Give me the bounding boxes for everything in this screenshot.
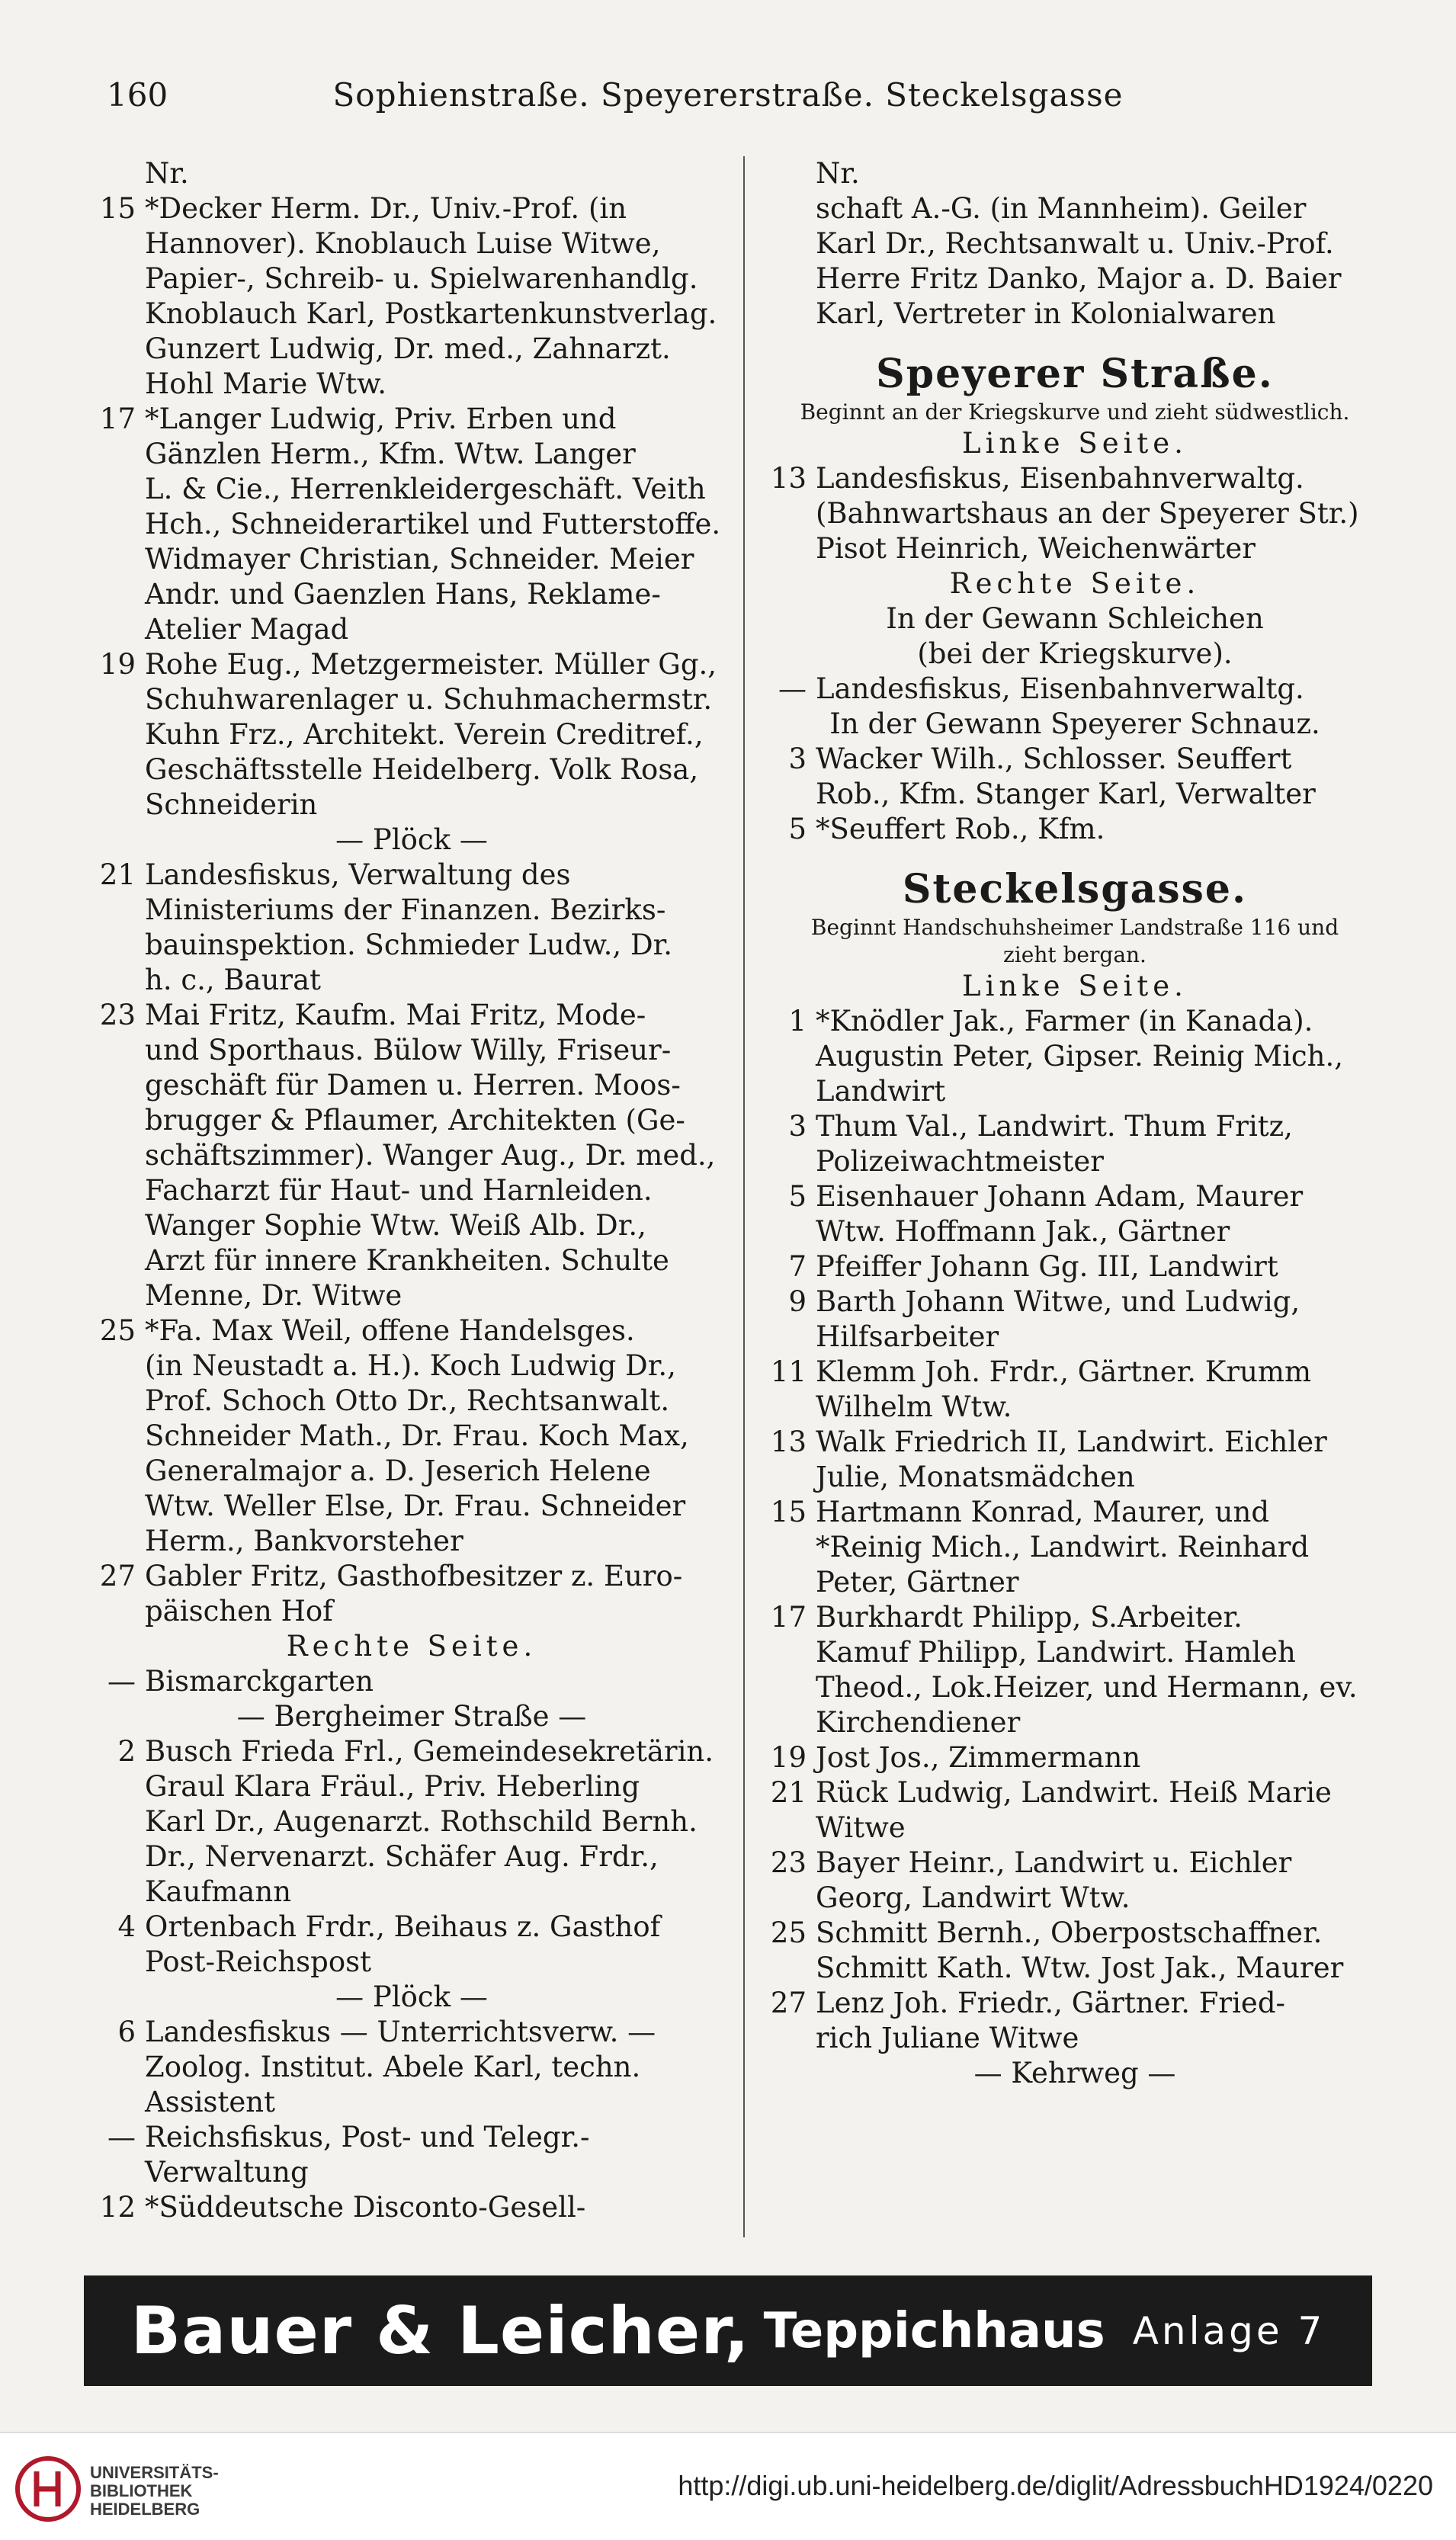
entry-text: Gänzlen Herm., Kfm. Wtw. Langer (145, 438, 636, 470)
viewer-footer (0, 2432, 1456, 2540)
directory-entry-line (91, 858, 732, 893)
house-number: 23 (770, 1846, 807, 1879)
directory-entry-line (762, 1320, 1387, 1355)
entry-text: Julie, Monatsmädchen (816, 1461, 1135, 1493)
entry-text: geschäft für Damen u. Herren. Moos- (145, 1069, 681, 1102)
entry-text: Papier-, Schreib- u. Spielwarenhandlg. (145, 262, 698, 295)
entry-text: Post-Reichspost (145, 1945, 371, 1978)
directory-entry-line (91, 612, 732, 647)
entry-text: Landesfiskus — Unterrichtsverw. — (145, 2016, 656, 2048)
house-number: 27 (770, 1987, 807, 2019)
entry-text: Mai Fritz, Kaufm. Mai Fritz, Mode- (145, 999, 646, 1031)
directory-entry-line (762, 812, 1387, 847)
entry-text: *Reinig Mich., Landwirt. Reinhard (816, 1531, 1310, 1563)
entry-text: brugger & Pflaumer, Architekten (Ge- (145, 1104, 685, 1137)
directory-entry-line (91, 2190, 732, 2225)
directory-entry-line (91, 472, 732, 507)
directory-entry-line (91, 1945, 732, 1980)
entry-text: Schneider Math., Dr. Frau. Koch Max, (145, 1419, 689, 1452)
entry-text: Arzt für innere Krankheiten. Schulte (145, 1244, 669, 1277)
entry-text: Schmitt Kath. Wtw. Jost Jak., Maurer (816, 1952, 1344, 1984)
directory-entry-line (91, 437, 732, 472)
directory-entry-line (762, 1951, 1387, 1986)
street-side-label: Linke Seite. (962, 427, 1188, 460)
house-number: 5 (788, 813, 807, 845)
entry-text: Barth Johann Witwe, und Ludwig, (816, 1285, 1300, 1318)
directory-entry-line (91, 1839, 732, 1875)
directory-entry-line (762, 1740, 1387, 1775)
entry-text: Eisenhauer Johann Adam, Maurer (816, 1180, 1304, 1213)
directory-entry-line (762, 1390, 1387, 1425)
entry-text: Schuhwarenlager u. Schuhmachermstr. (145, 683, 713, 716)
entry-text: Hch., Schneiderartikel und Futterstoffe. (145, 508, 721, 540)
directory-entry-line (762, 1144, 1387, 1179)
directory-entry-line (91, 1138, 732, 1173)
entry-text: *Knödler Jak., Farmer (in Kanada). (816, 1005, 1313, 1037)
library-name (90, 2464, 219, 2519)
street-side-label: Rechte Seite. (949, 567, 1201, 600)
left-column (91, 156, 732, 2225)
directory-entry-line (91, 1559, 732, 1594)
street-description: Beginnt Handschuhsheimer Landstraße 116 und (810, 915, 1339, 940)
entry-text: Schmitt Bernh., Oberpostschaffner. (816, 1916, 1323, 1949)
directory-entry-line (91, 1980, 732, 2015)
entry-text: Herre Fritz Danko, Major a. D. Baier (816, 262, 1342, 295)
directory-entry-line (91, 297, 732, 332)
house-number: 19 (99, 648, 136, 681)
directory-entry-line (762, 1565, 1387, 1600)
directory-entry-line (762, 1425, 1387, 1460)
house-number: 13 (770, 462, 807, 495)
entry-text: Assistent (145, 2086, 275, 2118)
entry-text: Wilhelm Wtw. (816, 1390, 1012, 1423)
directory-entry-line (91, 823, 732, 858)
entry-text: Hartmann Konrad, Maurer, und (816, 1496, 1269, 1528)
entry-text: h. c., Baurat (145, 964, 322, 996)
directory-entry-line (762, 1179, 1387, 1214)
advertisement-banner (84, 2275, 1372, 2386)
entry-text: Polizeiwachtmeister (816, 1145, 1104, 1178)
entry-text: Wanger Sophie Wtw. Weiß Alb. Dr., (145, 1209, 646, 1242)
entry-text: Rohe Eug., Metzgermeister. Müller Gg., (145, 648, 717, 681)
entry-text: Ortenbach Frdr., Beihaus z. Gasthof (145, 1910, 661, 1943)
directory-entry-line (91, 2120, 732, 2155)
entry-text: schäftszimmer). Wanger Aug., Dr. med., (145, 1139, 716, 1172)
directory-entry-line (91, 1173, 732, 1208)
entry-text: Zoolog. Institut. Abele Karl, techn. (145, 2051, 641, 2083)
entry-text: Rechte Seite. (286, 1630, 537, 1663)
entry-text: Bismarckgarten (145, 1665, 374, 1698)
directory-entry-line (91, 226, 732, 261)
entry-text: Pfeiffer Johann Gg. III, Landwirt (816, 1250, 1278, 1283)
directory-entry-line (91, 261, 732, 297)
house-number: 2 (117, 1735, 136, 1768)
directory-entry-line (762, 1109, 1387, 1144)
directory-entry-line (91, 1594, 732, 1629)
house-number: 5 (788, 1180, 807, 1213)
directory-entry-line (91, 1489, 732, 1524)
entry-text: Jost Jos., Zimmermann (816, 1741, 1141, 1774)
house-number: 9 (788, 1285, 807, 1318)
entry-text: Widmayer Christian, Schneider. Meier (145, 543, 694, 576)
directory-entry-line (91, 402, 732, 437)
entry-text: Facharzt für Haut- und Harnleiden. (145, 1174, 653, 1207)
house-number: 7 (788, 1250, 807, 1283)
entry-text: Ministeriums der Finanzen. Bezirks- (145, 893, 666, 926)
directory-entry-line (762, 1635, 1387, 1670)
directory-entry-line (91, 752, 732, 787)
directory-entry-line (91, 1910, 732, 1945)
entry-text: Nr. (816, 157, 860, 190)
entry-text: Hilfsarbeiter (816, 1320, 999, 1353)
house-number: — (107, 2121, 136, 2154)
entry-text: Theod., Lok.Heizer, und Hermann, ev. (816, 1671, 1358, 1704)
directory-entry-line (762, 496, 1387, 531)
library-name-line-1: UNIVERSITÄTS- (90, 2463, 219, 2482)
directory-entry-line (91, 577, 732, 612)
entry-text: Lenz Joh. Friedr., Gärtner. Fried- (816, 1987, 1286, 2019)
directory-entry-line (91, 191, 732, 226)
directory-entry-line (762, 1600, 1387, 1635)
street-description: Beginnt an der Kriegskurve und zieht südwestlich. (800, 399, 1350, 425)
directory-entry-line (91, 1068, 732, 1103)
directory-entry-line (762, 1284, 1387, 1320)
entry-text: Witwe (816, 1811, 906, 1844)
house-number: 27 (99, 1560, 136, 1592)
house-number: 19 (770, 1741, 807, 1774)
page-number: 160 (107, 76, 168, 114)
directory-entry-line (91, 1769, 732, 1804)
entry-text: Peter, Gärtner (816, 1566, 1019, 1599)
house-number: 11 (770, 1355, 807, 1388)
entry-text: Walk Friedrich II, Landwirt. Eichler (816, 1426, 1327, 1458)
directory-entry-line (762, 226, 1387, 261)
entry-text: Hannover). Knoblauch Luise Witwe, (145, 227, 661, 260)
house-number: 13 (770, 1426, 807, 1458)
ad-address-street: Anlage (1132, 2308, 1283, 2353)
entry-text: — Plöck — (335, 1980, 488, 2013)
directory-entry-line (91, 1349, 732, 1384)
directory-entry-line (762, 1881, 1387, 1916)
directory-entry-line (91, 1524, 732, 1559)
house-number: 12 (99, 2191, 136, 2224)
section-label: In der Gewann Speyerer Schnauz. (829, 707, 1320, 740)
house-number: 6 (117, 2016, 136, 2048)
directory-entry-line (762, 261, 1387, 297)
street-description: zieht bergan. (1003, 942, 1147, 967)
directory-entry-line (91, 1664, 732, 1699)
entry-text: Kirchendiener (816, 1706, 1021, 1739)
directory-entry-line (91, 1278, 732, 1313)
entry-text: Gabler Fritz, Gasthofbesitzer z. Euro- (145, 1560, 683, 1592)
entry-text: und Sporthaus. Bülow Willy, Friseur- (145, 1034, 672, 1066)
directory-entry-line (91, 1103, 732, 1138)
entry-text: L. & Cie., Herrenkleidergeschäft. Veith (145, 473, 706, 505)
directory-entry-line (91, 507, 732, 542)
directory-entry-line (91, 1804, 732, 1839)
page-title: Sophienstraße. Speyererstraße. Steckelsgasse (332, 76, 1124, 114)
house-number: — (778, 672, 807, 705)
directory-entry-line (762, 742, 1387, 777)
entry-text: Landesfiskus, Eisenbahnverwaltg. (816, 462, 1304, 495)
house-number: 15 (99, 192, 136, 225)
entry-text: *Seuffert Rob., Kfm. (816, 813, 1105, 845)
directory-entry-line (91, 1699, 732, 1734)
directory-entry-line (91, 2050, 732, 2085)
house-number: 21 (770, 1776, 807, 1809)
entry-text: Gunzert Ludwig, Dr. med., Zahnarzt. (145, 332, 671, 365)
entry-text: Wtw. Hoffmann Jak., Gärtner (816, 1215, 1230, 1248)
directory-entry-line (762, 1916, 1387, 1951)
ad-address (1133, 2309, 1326, 2353)
entry-text: Karl, Vertreter in Kolonialwaren (816, 297, 1276, 330)
house-number: 25 (770, 1916, 807, 1949)
directory-entry-line (762, 777, 1387, 812)
directory-entry-line (91, 1313, 732, 1349)
directory-entry-line (762, 297, 1387, 332)
directory-entry-line (762, 1039, 1387, 1074)
directory-entry-line (762, 1355, 1387, 1390)
right-column (762, 156, 1387, 2091)
directory-entry-line (91, 1033, 732, 1068)
entry-text: Burkhardt Philipp, S.Arbeiter. (816, 1601, 1243, 1634)
street-side-label: Linke Seite. (962, 970, 1188, 1002)
entry-text: Klemm Joh. Frdr., Gärtner. Krumm (816, 1355, 1312, 1388)
entry-text: Landwirt (816, 1075, 946, 1108)
entry-text: — Bergheimer Straße — (236, 1700, 587, 1733)
directory-entry-line (91, 1734, 732, 1769)
entry-text: Kuhn Frz., Architekt. Verein Creditref., (145, 718, 704, 751)
entry-text: Karl Dr., Rechtsanwalt u. Univ.-Prof. (816, 227, 1334, 260)
library-name-line-2: BIBLIOTHEK (90, 2481, 193, 2500)
house-number: 23 (99, 999, 136, 1031)
directory-entry-line (91, 1875, 732, 1910)
entry-text: Schneiderin (145, 788, 318, 821)
house-number: — (107, 1665, 136, 1698)
directory-entry-line (91, 717, 732, 752)
directory-entry-line (762, 1249, 1387, 1284)
directory-entry-line (91, 2155, 732, 2190)
house-number: 17 (99, 402, 136, 435)
directory-entry-line (91, 647, 732, 682)
house-number: 4 (117, 1910, 136, 1943)
entry-text: Wtw. Weller Else, Dr. Frau. Schneider (145, 1490, 686, 1522)
source-url-link[interactable]: http://digi.ub.uni-heidelberg.de/diglit/AdressbuchHD1924/0220 (678, 2470, 1433, 2501)
entry-text: *Fa. Max Weil, offene Handelsges. (145, 1314, 635, 1347)
entry-text: (in Neustadt a. H.). Koch Ludwig Dr., (145, 1349, 676, 1382)
entry-text: Menne, Dr. Witwe (145, 1279, 402, 1312)
directory-entry-line (91, 1454, 732, 1489)
directory-entry-line (762, 1530, 1387, 1565)
directory-entry-line (91, 998, 732, 1033)
entry-text: Landesfiskus, Eisenbahnverwaltg. (816, 672, 1304, 705)
entry-text: Prof. Schoch Otto Dr., Rechtsanwalt. (145, 1384, 670, 1417)
directory-entry-line (762, 1074, 1387, 1109)
ad-address-number: 7 (1297, 2308, 1326, 2353)
directory-entry-line (762, 461, 1387, 496)
directory-entry-line (762, 1775, 1387, 1810)
entry-text: schaft A.-G. (in Mannheim). Geiler (816, 192, 1307, 225)
entry-text: Augustin Peter, Gipser. Reinig Mich., (816, 1040, 1343, 1073)
directory-entry-line (762, 1214, 1387, 1249)
entry-text: Generalmajor a. D. Jeserich Helene (145, 1454, 651, 1487)
entry-text: Atelier Magad (145, 613, 349, 646)
directory-entry-line (762, 156, 1387, 191)
entry-text: *Langer Ludwig, Priv. Erben und (145, 402, 617, 435)
directory-entry-line (91, 2015, 732, 2050)
entry-text: Reichsfiskus, Post- und Telegr.- (145, 2121, 590, 2154)
entry-text: rich Juliane Witwe (816, 2022, 1079, 2054)
entry-text: (Bahnwartshaus an der Speyerer Str.) (816, 497, 1359, 530)
entry-text: Dr., Nervenarzt. Schäfer Aug. Frdr., (145, 1840, 659, 1873)
ad-company-name: Bauer & Leicher, (130, 2292, 750, 2369)
street-heading: Steckelsgasse. (902, 866, 1248, 912)
directory-entry-line (762, 1004, 1387, 1039)
directory-entry-line (762, 672, 1387, 707)
page-header (107, 76, 1349, 122)
directory-entry-line (91, 1243, 732, 1278)
directory-entry-line (91, 1629, 732, 1664)
entry-text: Andr. und Gaenzlen Hans, Reklame- (145, 578, 661, 611)
section-label: In der Gewann Schleichen (886, 602, 1264, 635)
directory-entry-line (91, 682, 732, 717)
entry-text: Karl Dr., Augenarzt. Rothschild Bernh. (145, 1805, 698, 1838)
directory-entry-line (762, 1846, 1387, 1881)
directory-entry-line (762, 191, 1387, 226)
ad-shop-type: Teppichhaus (763, 2302, 1105, 2359)
directory-entry-line (91, 1384, 732, 1419)
entry-text: Nr. (145, 157, 189, 190)
house-number: 25 (99, 1314, 136, 1347)
street-heading: Speyerer Straße. (876, 351, 1274, 397)
directory-entry-line (762, 2021, 1387, 2056)
directory-entry-line (762, 531, 1387, 566)
entry-text: Bayer Heinr., Landwirt u. Eichler (816, 1846, 1292, 1879)
entry-text: bauinspektion. Schmieder Ludw., Dr. (145, 928, 672, 961)
entry-text: Herm., Bankvorsteher (145, 1525, 463, 1557)
entry-text: Landesfiskus, Verwaltung des (145, 858, 571, 891)
entry-text: *Decker Herm. Dr., Univ.-Prof. (in (145, 192, 627, 225)
directory-entry-line (91, 542, 732, 577)
directory-entry-line (91, 1419, 732, 1454)
directory-entry-line (762, 1705, 1387, 1740)
directory-entry-line (91, 1208, 732, 1243)
entry-text: Kaufmann (145, 1875, 292, 1908)
entry-text: Geschäftsstelle Heidelberg. Volk Rosa, (145, 753, 699, 786)
directory-entry-line (91, 893, 732, 928)
directory-entry-line (91, 156, 732, 191)
entry-text: Verwaltung (145, 2156, 309, 2189)
column-divider (743, 156, 745, 2237)
entry-text: Busch Frieda Frl., Gemeindesekretärin. (145, 1735, 714, 1768)
entry-text: Knoblauch Karl, Postkartenkunstverlag. (145, 297, 717, 330)
directory-entry-line (91, 787, 732, 823)
directory-entry-line (91, 332, 732, 367)
entry-text: Kamuf Philipp, Landwirt. Hamleh (816, 1636, 1296, 1669)
section-label: (bei der Kriegskurve). (917, 637, 1233, 670)
directory-entry-line (91, 928, 732, 963)
directory-entry-line (91, 963, 732, 998)
entry-text: Rob., Kfm. Stanger Karl, Verwalter (816, 778, 1316, 810)
entry-text: päischen Hof (145, 1595, 333, 1628)
house-number: 21 (99, 858, 136, 891)
house-number: 3 (788, 742, 807, 775)
entry-text: — Plöck — (335, 823, 488, 856)
entry-text: Pisot Heinrich, Weichenwärter (816, 532, 1256, 565)
entry-text: Rück Ludwig, Landwirt. Heiß Marie (816, 1776, 1332, 1809)
directory-entry-line (91, 2085, 732, 2120)
entry-text: Thum Val., Landwirt. Thum Fritz, (816, 1110, 1293, 1143)
house-number: 3 (788, 1110, 807, 1143)
directory-entry-line (762, 1670, 1387, 1705)
entry-text: Graul Klara Fräul., Priv. Heberling (145, 1770, 640, 1803)
entry-text: Hohl Marie Wtw. (145, 367, 387, 400)
house-number: 17 (770, 1601, 807, 1634)
directory-entry-line (762, 1810, 1387, 1846)
university-library-logo-icon (14, 2455, 82, 2523)
house-number: 1 (788, 1005, 807, 1037)
library-name-line-3: HEIDELBERG (90, 2500, 200, 2519)
section-label: — Kehrweg — (973, 2057, 1176, 2089)
entry-text: Wacker Wilh., Schlosser. Seuffert (816, 742, 1292, 775)
directory-entry-line (762, 1495, 1387, 1530)
entry-text: *Süddeutsche Disconto-Gesell- (145, 2191, 586, 2224)
house-number: 15 (770, 1496, 807, 1528)
directory-entry-line (762, 1460, 1387, 1495)
directory-entry-line (762, 1986, 1387, 2021)
directory-entry-line (91, 367, 732, 402)
entry-text: Georg, Landwirt Wtw. (816, 1881, 1130, 1914)
